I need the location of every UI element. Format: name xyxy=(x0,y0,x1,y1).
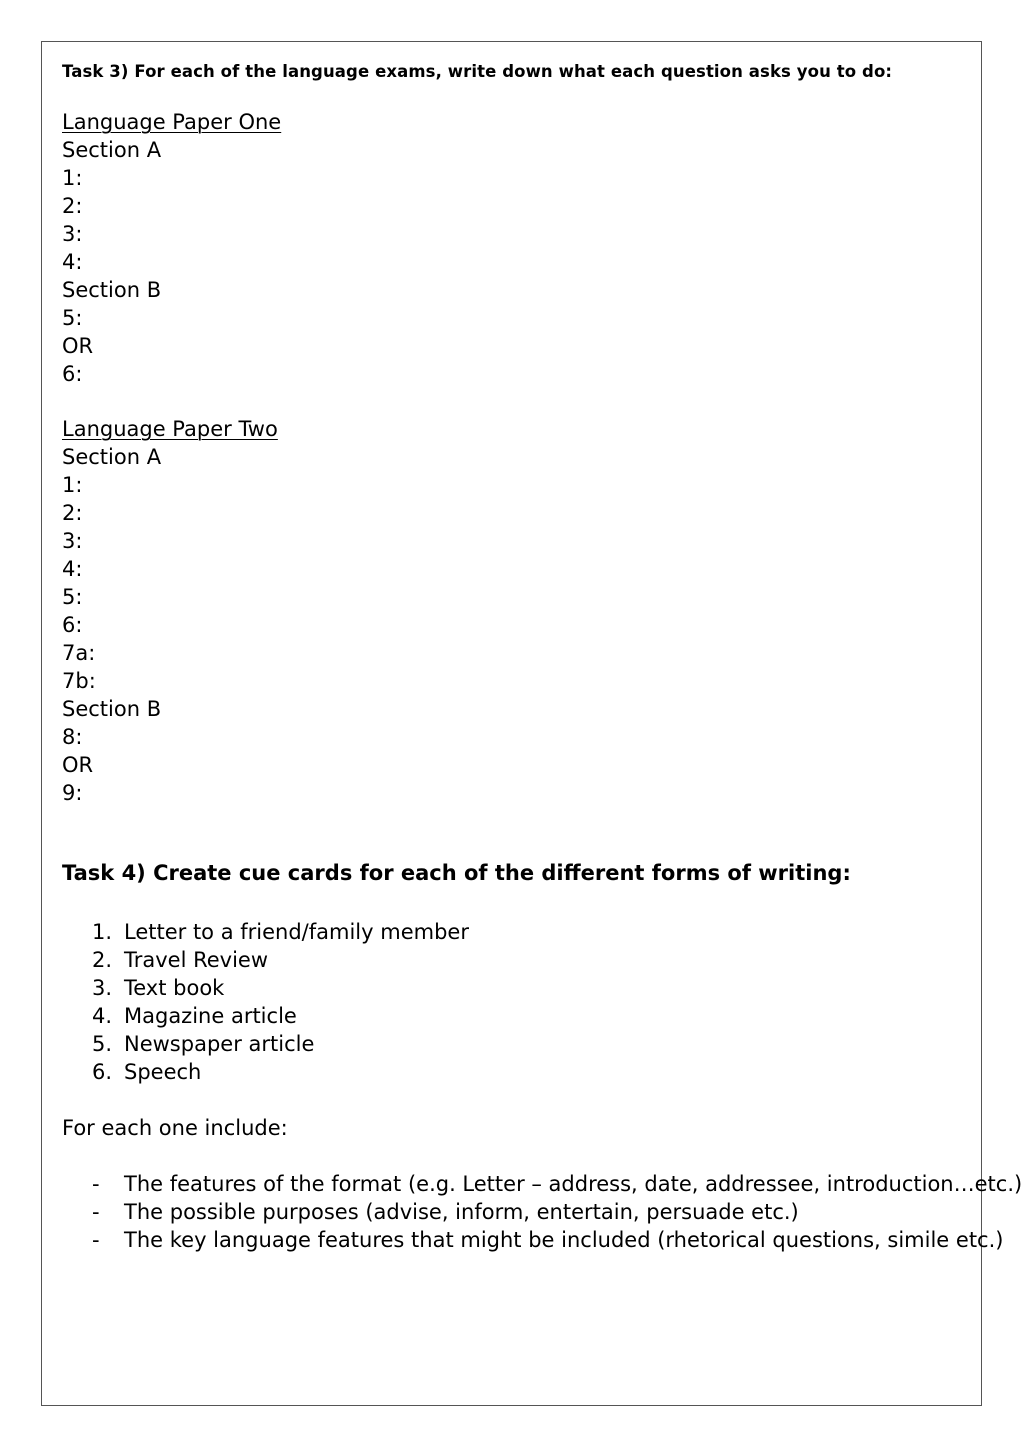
paper-two-line: Section B xyxy=(62,697,162,721)
list-text: Travel Review xyxy=(124,948,269,972)
dash-bullet: - xyxy=(92,1172,100,1196)
paper-two-section xyxy=(62,415,278,807)
paper-two-line: 6: xyxy=(62,613,83,637)
task3-heading: Task 3) For each of the language exams, write down what each question asks you to do: xyxy=(62,62,893,81)
paper-two-line: Section A xyxy=(62,445,162,469)
list-text: Newspaper article xyxy=(124,1032,315,1056)
paper-one-line: 2: xyxy=(62,194,83,218)
paper-two-line: 3: xyxy=(62,529,83,553)
paper-two-line: 7b: xyxy=(62,669,96,693)
list-number: 6. xyxy=(92,1060,113,1084)
paper-one-title: Language Paper One xyxy=(62,110,282,134)
paper-one-line: 3: xyxy=(62,222,83,246)
paper-two-line: 8: xyxy=(62,725,83,749)
list-text: Text book xyxy=(124,976,225,1000)
dash-bullet: - xyxy=(92,1200,100,1224)
list-number: 2. xyxy=(92,948,113,972)
list-text: The possible purposes (advise, inform, entertain, persuade etc.) xyxy=(124,1200,799,1224)
paper-one-line: 4: xyxy=(62,250,83,274)
paper-one-line: 1: xyxy=(62,166,83,190)
paper-two-line: 4: xyxy=(62,557,83,581)
list-text: The key language features that might be included (rhetorical questions, simile etc.) xyxy=(124,1228,1004,1252)
paper-one-section xyxy=(62,108,281,388)
paper-two-line: 9: xyxy=(62,781,83,805)
paper-one-line: OR xyxy=(62,334,94,358)
paper-two-title: Language Paper Two xyxy=(62,417,278,441)
list-number: 5. xyxy=(92,1032,113,1056)
paper-two-line: OR xyxy=(62,753,94,777)
list-number: 4. xyxy=(92,1004,113,1028)
paper-one-line: 5: xyxy=(62,306,83,330)
list-text: Magazine article xyxy=(124,1004,297,1028)
list-number: 1. xyxy=(92,920,113,944)
paper-two-line: 2: xyxy=(62,501,83,525)
paper-two-line: 7a: xyxy=(62,641,96,665)
paper-one-line: Section B xyxy=(62,278,162,302)
dash-bullet: - xyxy=(92,1228,100,1252)
list-text: Speech xyxy=(124,1060,202,1084)
paper-two-line: 1: xyxy=(62,473,83,497)
paper-one-line: Section A xyxy=(62,138,162,162)
task4-heading: Task 4) Create cue cards for each of the different forms of writing: xyxy=(62,861,851,885)
paper-two-line: 5: xyxy=(62,585,83,609)
list-text: The features of the format (e.g. Letter – address, date, addressee, introduction…etc.) xyxy=(124,1172,1023,1196)
paper-one-line: 6: xyxy=(62,362,83,386)
include-intro: For each one include: xyxy=(62,1116,288,1140)
list-text: Letter to a friend/family member xyxy=(124,920,469,944)
list-number: 3. xyxy=(92,976,113,1000)
